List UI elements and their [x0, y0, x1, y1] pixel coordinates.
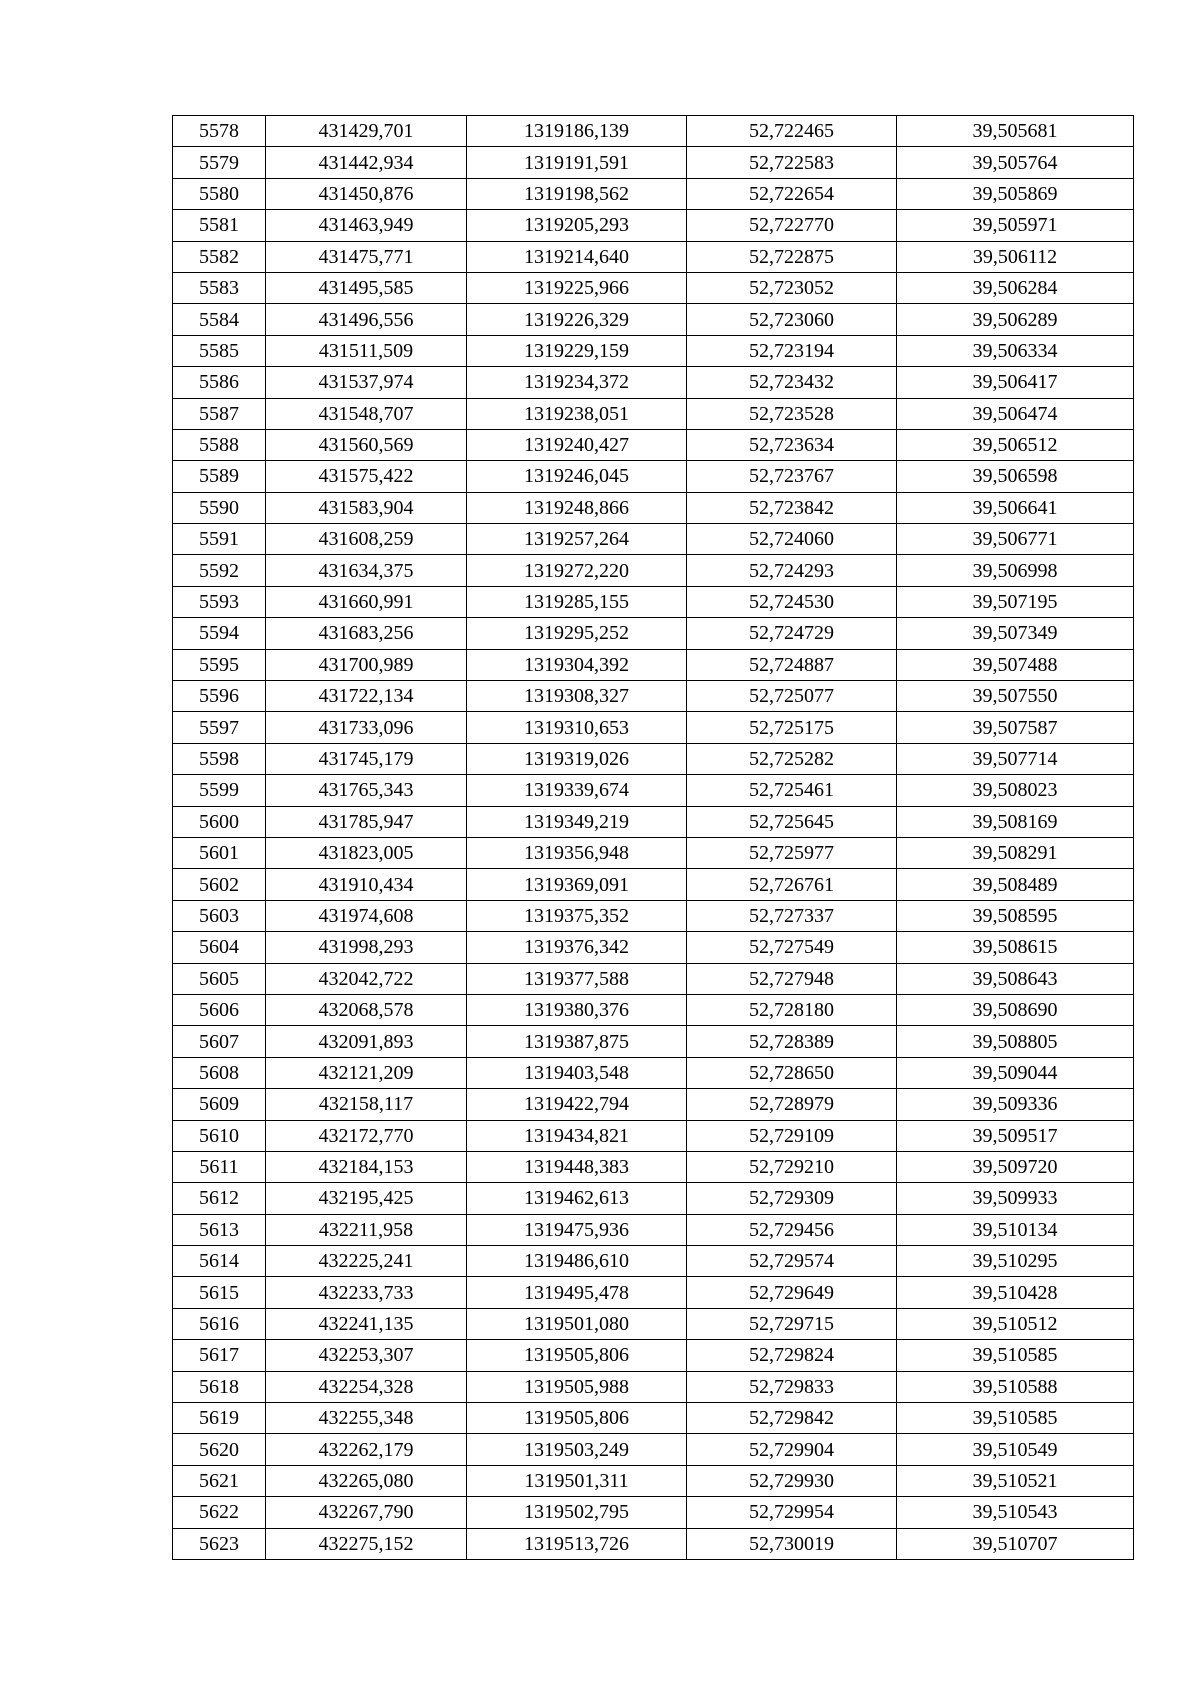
point-number-cell: 5594	[173, 618, 266, 649]
latitude-cell: 52,729456	[687, 1214, 897, 1245]
longitude-cell: 39,508805	[897, 1026, 1134, 1057]
point-number-cell: 5578	[173, 116, 266, 147]
point-number-cell: 5586	[173, 367, 266, 398]
table-row	[173, 210, 1134, 241]
point-number-cell: 5623	[173, 1528, 266, 1559]
table-row	[173, 1403, 1134, 1434]
table-row	[173, 681, 1134, 712]
latitude-cell: 52,729109	[687, 1120, 897, 1151]
point-number-cell: 5605	[173, 963, 266, 994]
table-row	[173, 837, 1134, 868]
latitude-cell: 52,729574	[687, 1246, 897, 1277]
point-number-cell: 5580	[173, 178, 266, 209]
point-number-cell: 5588	[173, 429, 266, 460]
x-coordinate-cell: 432211,958	[266, 1214, 467, 1245]
longitude-cell: 39,508023	[897, 775, 1134, 806]
table-row	[173, 743, 1134, 774]
latitude-cell: 52,723052	[687, 272, 897, 303]
x-coordinate-cell: 431634,375	[266, 555, 467, 586]
x-coordinate-cell: 432158,117	[266, 1089, 467, 1120]
y-coordinate-cell: 1319234,372	[467, 367, 687, 398]
longitude-cell: 39,507349	[897, 618, 1134, 649]
point-number-cell: 5593	[173, 586, 266, 617]
y-coordinate-cell: 1319295,252	[467, 618, 687, 649]
x-coordinate-cell: 432184,153	[266, 1151, 467, 1182]
point-number-cell: 5614	[173, 1246, 266, 1277]
longitude-cell: 39,510295	[897, 1246, 1134, 1277]
latitude-cell: 52,729833	[687, 1371, 897, 1402]
latitude-cell: 52,729210	[687, 1151, 897, 1182]
latitude-cell: 52,723432	[687, 367, 897, 398]
point-number-cell: 5582	[173, 241, 266, 272]
x-coordinate-cell: 431583,904	[266, 492, 467, 523]
table-row	[173, 586, 1134, 617]
longitude-cell: 39,510428	[897, 1277, 1134, 1308]
y-coordinate-cell: 1319285,155	[467, 586, 687, 617]
x-coordinate-cell: 431974,608	[266, 900, 467, 931]
latitude-cell: 52,725645	[687, 806, 897, 837]
y-coordinate-cell: 1319380,376	[467, 994, 687, 1025]
y-coordinate-cell: 1319501,080	[467, 1308, 687, 1339]
x-coordinate-cell: 432275,152	[266, 1528, 467, 1559]
point-number-cell: 5602	[173, 869, 266, 900]
y-coordinate-cell: 1319186,139	[467, 116, 687, 147]
latitude-cell: 52,724530	[687, 586, 897, 617]
latitude-cell: 52,727948	[687, 963, 897, 994]
point-number-cell: 5612	[173, 1183, 266, 1214]
point-number-cell: 5603	[173, 900, 266, 931]
y-coordinate-cell: 1319205,293	[467, 210, 687, 241]
point-number-cell: 5617	[173, 1340, 266, 1371]
x-coordinate-cell: 431745,179	[266, 743, 467, 774]
y-coordinate-cell: 1319339,674	[467, 775, 687, 806]
point-number-cell: 5583	[173, 272, 266, 303]
point-number-cell: 5616	[173, 1308, 266, 1339]
table-row	[173, 963, 1134, 994]
longitude-cell: 39,506771	[897, 524, 1134, 555]
point-number-cell: 5622	[173, 1497, 266, 1528]
y-coordinate-cell: 1319226,329	[467, 304, 687, 335]
table-row	[173, 1308, 1134, 1339]
x-coordinate-cell: 431496,556	[266, 304, 467, 335]
x-coordinate-cell: 431442,934	[266, 147, 467, 178]
x-coordinate-cell: 431823,005	[266, 837, 467, 868]
y-coordinate-cell: 1319375,352	[467, 900, 687, 931]
longitude-cell: 39,508643	[897, 963, 1134, 994]
longitude-cell: 39,509517	[897, 1120, 1134, 1151]
table-row	[173, 869, 1134, 900]
x-coordinate-cell: 432254,328	[266, 1371, 467, 1402]
point-number-cell: 5597	[173, 712, 266, 743]
y-coordinate-cell: 1319403,548	[467, 1057, 687, 1088]
y-coordinate-cell: 1319422,794	[467, 1089, 687, 1120]
point-number-cell: 5581	[173, 210, 266, 241]
point-number-cell: 5587	[173, 398, 266, 429]
table-row	[173, 116, 1134, 147]
table-row	[173, 1371, 1134, 1402]
latitude-cell: 52,729715	[687, 1308, 897, 1339]
point-number-cell: 5591	[173, 524, 266, 555]
y-coordinate-cell: 1319248,866	[467, 492, 687, 523]
table-row	[173, 618, 1134, 649]
latitude-cell: 52,730019	[687, 1528, 897, 1559]
point-number-cell: 5590	[173, 492, 266, 523]
longitude-cell: 39,506112	[897, 241, 1134, 272]
x-coordinate-cell: 431608,259	[266, 524, 467, 555]
latitude-cell: 52,723194	[687, 335, 897, 366]
longitude-cell: 39,506289	[897, 304, 1134, 335]
point-number-cell: 5609	[173, 1089, 266, 1120]
latitude-cell: 52,729824	[687, 1340, 897, 1371]
y-coordinate-cell: 1319503,249	[467, 1434, 687, 1465]
longitude-cell: 39,510588	[897, 1371, 1134, 1402]
table-row	[173, 1120, 1134, 1151]
y-coordinate-cell: 1319272,220	[467, 555, 687, 586]
longitude-cell: 39,510512	[897, 1308, 1134, 1339]
latitude-cell: 52,722770	[687, 210, 897, 241]
point-number-cell: 5610	[173, 1120, 266, 1151]
table-row	[173, 1277, 1134, 1308]
latitude-cell: 52,723767	[687, 461, 897, 492]
table-row	[173, 429, 1134, 460]
longitude-cell: 39,506334	[897, 335, 1134, 366]
longitude-cell: 39,509720	[897, 1151, 1134, 1182]
x-coordinate-cell: 432195,425	[266, 1183, 467, 1214]
point-number-cell: 5608	[173, 1057, 266, 1088]
latitude-cell: 52,723060	[687, 304, 897, 335]
point-number-cell: 5619	[173, 1403, 266, 1434]
point-number-cell: 5604	[173, 932, 266, 963]
table-row	[173, 1183, 1134, 1214]
y-coordinate-cell: 1319229,159	[467, 335, 687, 366]
latitude-cell: 52,724293	[687, 555, 897, 586]
coordinates-table-body	[173, 116, 1134, 1560]
y-coordinate-cell: 1319448,383	[467, 1151, 687, 1182]
longitude-cell: 39,506284	[897, 272, 1134, 303]
y-coordinate-cell: 1319387,875	[467, 1026, 687, 1057]
latitude-cell: 52,723634	[687, 429, 897, 460]
latitude-cell: 52,728389	[687, 1026, 897, 1057]
x-coordinate-cell: 431548,707	[266, 398, 467, 429]
y-coordinate-cell: 1319257,264	[467, 524, 687, 555]
latitude-cell: 52,725461	[687, 775, 897, 806]
longitude-cell: 39,510585	[897, 1340, 1134, 1371]
x-coordinate-cell: 431463,949	[266, 210, 467, 241]
x-coordinate-cell: 431910,434	[266, 869, 467, 900]
latitude-cell: 52,722654	[687, 178, 897, 209]
latitude-cell: 52,728650	[687, 1057, 897, 1088]
y-coordinate-cell: 1319513,726	[467, 1528, 687, 1559]
longitude-cell: 39,510549	[897, 1434, 1134, 1465]
table-row	[173, 555, 1134, 586]
latitude-cell: 52,729930	[687, 1465, 897, 1496]
longitude-cell: 39,505764	[897, 147, 1134, 178]
longitude-cell: 39,510707	[897, 1528, 1134, 1559]
x-coordinate-cell: 431537,974	[266, 367, 467, 398]
longitude-cell: 39,506641	[897, 492, 1134, 523]
y-coordinate-cell: 1319505,988	[467, 1371, 687, 1402]
longitude-cell: 39,506598	[897, 461, 1134, 492]
table-row	[173, 712, 1134, 743]
point-number-cell: 5620	[173, 1434, 266, 1465]
point-number-cell: 5579	[173, 147, 266, 178]
x-coordinate-cell: 432255,348	[266, 1403, 467, 1434]
latitude-cell: 52,725077	[687, 681, 897, 712]
latitude-cell: 52,729309	[687, 1183, 897, 1214]
longitude-cell: 39,507488	[897, 649, 1134, 680]
point-number-cell: 5606	[173, 994, 266, 1025]
longitude-cell: 39,508489	[897, 869, 1134, 900]
table-row	[173, 1026, 1134, 1057]
y-coordinate-cell: 1319349,219	[467, 806, 687, 837]
table-row	[173, 147, 1134, 178]
point-number-cell: 5601	[173, 837, 266, 868]
table-row	[173, 241, 1134, 272]
x-coordinate-cell: 431733,096	[266, 712, 467, 743]
longitude-cell: 39,509336	[897, 1089, 1134, 1120]
point-number-cell: 5595	[173, 649, 266, 680]
table-row	[173, 994, 1134, 1025]
y-coordinate-cell: 1319308,327	[467, 681, 687, 712]
x-coordinate-cell: 431450,876	[266, 178, 467, 209]
latitude-cell: 52,722875	[687, 241, 897, 272]
x-coordinate-cell: 432262,179	[266, 1434, 467, 1465]
table-row	[173, 304, 1134, 335]
longitude-cell: 39,510543	[897, 1497, 1134, 1528]
y-coordinate-cell: 1319502,795	[467, 1497, 687, 1528]
table-row	[173, 1497, 1134, 1528]
table-row	[173, 398, 1134, 429]
longitude-cell: 39,507195	[897, 586, 1134, 617]
point-number-cell: 5618	[173, 1371, 266, 1402]
y-coordinate-cell: 1319462,613	[467, 1183, 687, 1214]
point-number-cell: 5592	[173, 555, 266, 586]
longitude-cell: 39,506512	[897, 429, 1134, 460]
longitude-cell: 39,506998	[897, 555, 1134, 586]
x-coordinate-cell: 431560,569	[266, 429, 467, 460]
longitude-cell: 39,507714	[897, 743, 1134, 774]
latitude-cell: 52,729954	[687, 1497, 897, 1528]
table-row	[173, 649, 1134, 680]
x-coordinate-cell: 432172,770	[266, 1120, 467, 1151]
latitude-cell: 52,724729	[687, 618, 897, 649]
table-row	[173, 806, 1134, 837]
latitude-cell: 52,725977	[687, 837, 897, 868]
table-row	[173, 1151, 1134, 1182]
table-row	[173, 775, 1134, 806]
y-coordinate-cell: 1319240,427	[467, 429, 687, 460]
x-coordinate-cell: 432121,209	[266, 1057, 467, 1088]
longitude-cell: 39,506417	[897, 367, 1134, 398]
longitude-cell: 39,510585	[897, 1403, 1134, 1434]
x-coordinate-cell: 432042,722	[266, 963, 467, 994]
y-coordinate-cell: 1319377,588	[467, 963, 687, 994]
point-number-cell: 5585	[173, 335, 266, 366]
table-row	[173, 461, 1134, 492]
latitude-cell: 52,727549	[687, 932, 897, 963]
point-number-cell: 5584	[173, 304, 266, 335]
y-coordinate-cell: 1319486,610	[467, 1246, 687, 1277]
longitude-cell: 39,507587	[897, 712, 1134, 743]
y-coordinate-cell: 1319369,091	[467, 869, 687, 900]
point-number-cell: 5599	[173, 775, 266, 806]
y-coordinate-cell: 1319501,311	[467, 1465, 687, 1496]
x-coordinate-cell: 432068,578	[266, 994, 467, 1025]
table-row	[173, 178, 1134, 209]
y-coordinate-cell: 1319304,392	[467, 649, 687, 680]
longitude-cell: 39,507550	[897, 681, 1134, 712]
x-coordinate-cell: 431785,947	[266, 806, 467, 837]
y-coordinate-cell: 1319495,478	[467, 1277, 687, 1308]
table-row	[173, 1434, 1134, 1465]
longitude-cell: 39,509044	[897, 1057, 1134, 1088]
latitude-cell: 52,729842	[687, 1403, 897, 1434]
point-number-cell: 5589	[173, 461, 266, 492]
table-row	[173, 1528, 1134, 1559]
x-coordinate-cell: 431475,771	[266, 241, 467, 272]
latitude-cell: 52,728979	[687, 1089, 897, 1120]
latitude-cell: 52,724060	[687, 524, 897, 555]
table-row	[173, 1246, 1134, 1277]
x-coordinate-cell: 431511,509	[266, 335, 467, 366]
x-coordinate-cell: 432225,241	[266, 1246, 467, 1277]
y-coordinate-cell: 1319246,045	[467, 461, 687, 492]
longitude-cell: 39,510134	[897, 1214, 1134, 1245]
point-number-cell: 5615	[173, 1277, 266, 1308]
x-coordinate-cell: 431429,701	[266, 116, 467, 147]
latitude-cell: 52,723528	[687, 398, 897, 429]
latitude-cell: 52,729649	[687, 1277, 897, 1308]
table-row	[173, 1089, 1134, 1120]
x-coordinate-cell: 431575,422	[266, 461, 467, 492]
latitude-cell: 52,723842	[687, 492, 897, 523]
y-coordinate-cell: 1319238,051	[467, 398, 687, 429]
table-row	[173, 1465, 1134, 1496]
table-row	[173, 900, 1134, 931]
table-row	[173, 272, 1134, 303]
table-row	[173, 524, 1134, 555]
coordinates-table	[172, 115, 1134, 1560]
longitude-cell: 39,509933	[897, 1183, 1134, 1214]
latitude-cell: 52,727337	[687, 900, 897, 931]
longitude-cell: 39,508690	[897, 994, 1134, 1025]
table-row	[173, 492, 1134, 523]
x-coordinate-cell: 431683,256	[266, 618, 467, 649]
longitude-cell: 39,505869	[897, 178, 1134, 209]
x-coordinate-cell: 431700,989	[266, 649, 467, 680]
longitude-cell: 39,505681	[897, 116, 1134, 147]
x-coordinate-cell: 432265,080	[266, 1465, 467, 1496]
y-coordinate-cell: 1319376,342	[467, 932, 687, 963]
x-coordinate-cell: 432253,307	[266, 1340, 467, 1371]
point-number-cell: 5611	[173, 1151, 266, 1182]
x-coordinate-cell: 431495,585	[266, 272, 467, 303]
table-row	[173, 1214, 1134, 1245]
point-number-cell: 5607	[173, 1026, 266, 1057]
point-number-cell: 5613	[173, 1214, 266, 1245]
y-coordinate-cell: 1319505,806	[467, 1403, 687, 1434]
x-coordinate-cell: 431998,293	[266, 932, 467, 963]
y-coordinate-cell: 1319198,562	[467, 178, 687, 209]
table-row	[173, 1340, 1134, 1371]
point-number-cell: 5596	[173, 681, 266, 712]
x-coordinate-cell: 432241,135	[266, 1308, 467, 1339]
y-coordinate-cell: 1319356,948	[467, 837, 687, 868]
longitude-cell: 39,506474	[897, 398, 1134, 429]
point-number-cell: 5598	[173, 743, 266, 774]
latitude-cell: 52,725282	[687, 743, 897, 774]
y-coordinate-cell: 1319214,640	[467, 241, 687, 272]
latitude-cell: 52,722465	[687, 116, 897, 147]
x-coordinate-cell: 432091,893	[266, 1026, 467, 1057]
longitude-cell: 39,510521	[897, 1465, 1134, 1496]
x-coordinate-cell: 431722,134	[266, 681, 467, 712]
longitude-cell: 39,508615	[897, 932, 1134, 963]
latitude-cell: 52,726761	[687, 869, 897, 900]
x-coordinate-cell: 431765,343	[266, 775, 467, 806]
latitude-cell: 52,724887	[687, 649, 897, 680]
latitude-cell: 52,722583	[687, 147, 897, 178]
x-coordinate-cell: 432233,733	[266, 1277, 467, 1308]
y-coordinate-cell: 1319475,936	[467, 1214, 687, 1245]
longitude-cell: 39,508291	[897, 837, 1134, 868]
table-row	[173, 1057, 1134, 1088]
point-number-cell: 5621	[173, 1465, 266, 1496]
longitude-cell: 39,508169	[897, 806, 1134, 837]
table-row	[173, 932, 1134, 963]
y-coordinate-cell: 1319310,653	[467, 712, 687, 743]
latitude-cell: 52,728180	[687, 994, 897, 1025]
y-coordinate-cell: 1319434,821	[467, 1120, 687, 1151]
longitude-cell: 39,505971	[897, 210, 1134, 241]
latitude-cell: 52,725175	[687, 712, 897, 743]
longitude-cell: 39,508595	[897, 900, 1134, 931]
table-row	[173, 335, 1134, 366]
table-row	[173, 367, 1134, 398]
latitude-cell: 52,729904	[687, 1434, 897, 1465]
x-coordinate-cell: 432267,790	[266, 1497, 467, 1528]
point-number-cell: 5600	[173, 806, 266, 837]
y-coordinate-cell: 1319225,966	[467, 272, 687, 303]
x-coordinate-cell: 431660,991	[266, 586, 467, 617]
y-coordinate-cell: 1319191,591	[467, 147, 687, 178]
y-coordinate-cell: 1319505,806	[467, 1340, 687, 1371]
y-coordinate-cell: 1319319,026	[467, 743, 687, 774]
